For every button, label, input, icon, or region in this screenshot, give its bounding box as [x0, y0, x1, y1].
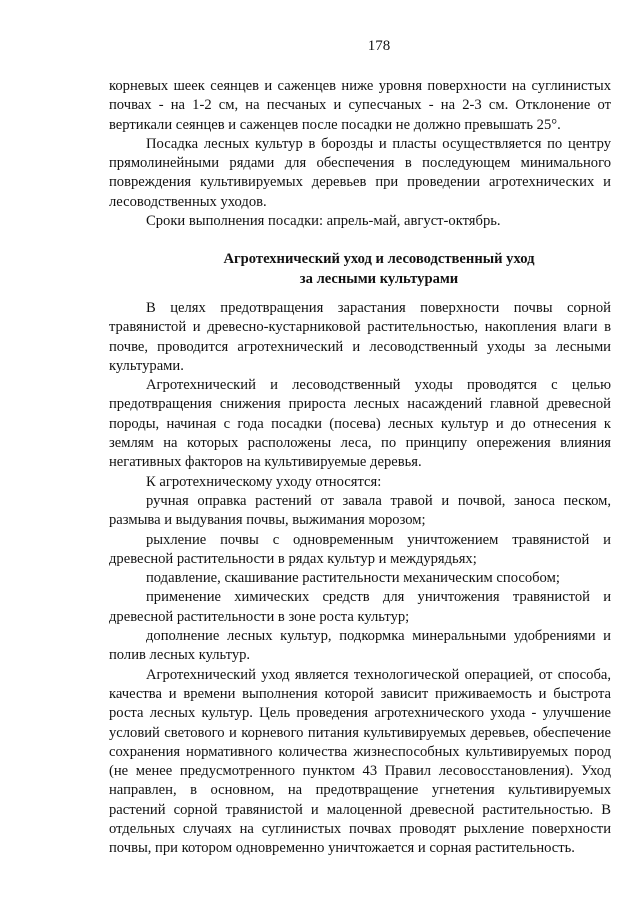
list-item-soil-loosening: рыхление почвы с одновременным уничтожением травянистой и древесной растительности в рядах культур и междурядьях; [109, 531, 611, 567]
paragraph-purpose: В целях предотвращения зарастания поверхности почвы сорной травянистой и древесно-кустарниковой растительностью, накопления влаги в почве, проводится агротехнический и лесоводственный уходы за лесными культурами. [109, 300, 611, 374]
paragraph-planting-in-furrows: Посадка лесных культур в борозды и пласты осуществляется по центру прямолинейными рядами для обеспечения в последующем минимального повреждения культивируемых деревьев при проведении агротехнических и лесоводственных уходов. [109, 135, 611, 210]
paragraph-goals: Агротехнический и лесоводственный уходы проводятся с целью предотвращения снижения прироста лесных насаждений главной древесной породы, начиная с года посадки (посева) лесных культур и до отнесения к землям на которых расположены леса, по принципу опережения влияния негативных факторов на культивируемые деревья. [109, 377, 611, 471]
paragraph-agrotechnical-care: Агротехнический уход является технологической операцией, от способа, качества и времени выполнения которой зависит приживаемость и быстрота роста лесных культур. Цель проведения агротехнического ухода - улучшение условий светового и корневого питания культивируемых деревьев, обеспечение сохранения нормативного количества жизнеспособных культивируемых пород (не менее предусмотренного пунктом 43 Правил лесовосстановления). Уход направлен, в основном, на предотвращение угнетения культивируемых растений сорной травянистой и малоценной древесной растительностью. В отдельных случаях на суглинистых почвах проводят рыхление поверхности почвы, при котором одновременно уничтожается и сорная растительность. [109, 666, 611, 857]
section-heading [109, 250, 640, 289]
list-item-manual-release: ручная оправка растений от завала травой и почвой, заноса песком, размыва и выдувания почвы, выжимания морозом; [109, 492, 611, 529]
section-heading-line-1: Агротехнический уход и лесоводственный уход [223, 251, 535, 267]
section-heading-line-2: за лесными культурами [299, 270, 459, 287]
top-text-block [109, 77, 611, 231]
bottom-text-block [109, 299, 611, 859]
page-number: 178 [367, 38, 391, 54]
list-item-mowing: подавление, скашивание растительности механическим способом; [146, 570, 560, 587]
paragraph-list-intro: К агротехническому уходу относятся: [146, 473, 382, 490]
list-item-supplement: дополнение лесных культур, подкормка минеральными удобрениями и полив лесных культур. [109, 628, 611, 664]
list-item-chemicals: применение химических средств для уничтожения травянистой и древесной растительности в зоне роста культур; [109, 589, 611, 625]
paragraph-planting-dates: Сроки выполнения посадки: апрель-май, август-октябрь. [146, 213, 501, 230]
paragraph-root-collar-depth: корневых шеек сеянцев и саженцев ниже уровня поверхности на суглинистых почвах - на 1-2 см, на песчаных и супесчаных - на 2-3 см. Отклонение от вертикали сеянцев и саженцев после посадки не должно превышать 25°. [109, 78, 611, 133]
